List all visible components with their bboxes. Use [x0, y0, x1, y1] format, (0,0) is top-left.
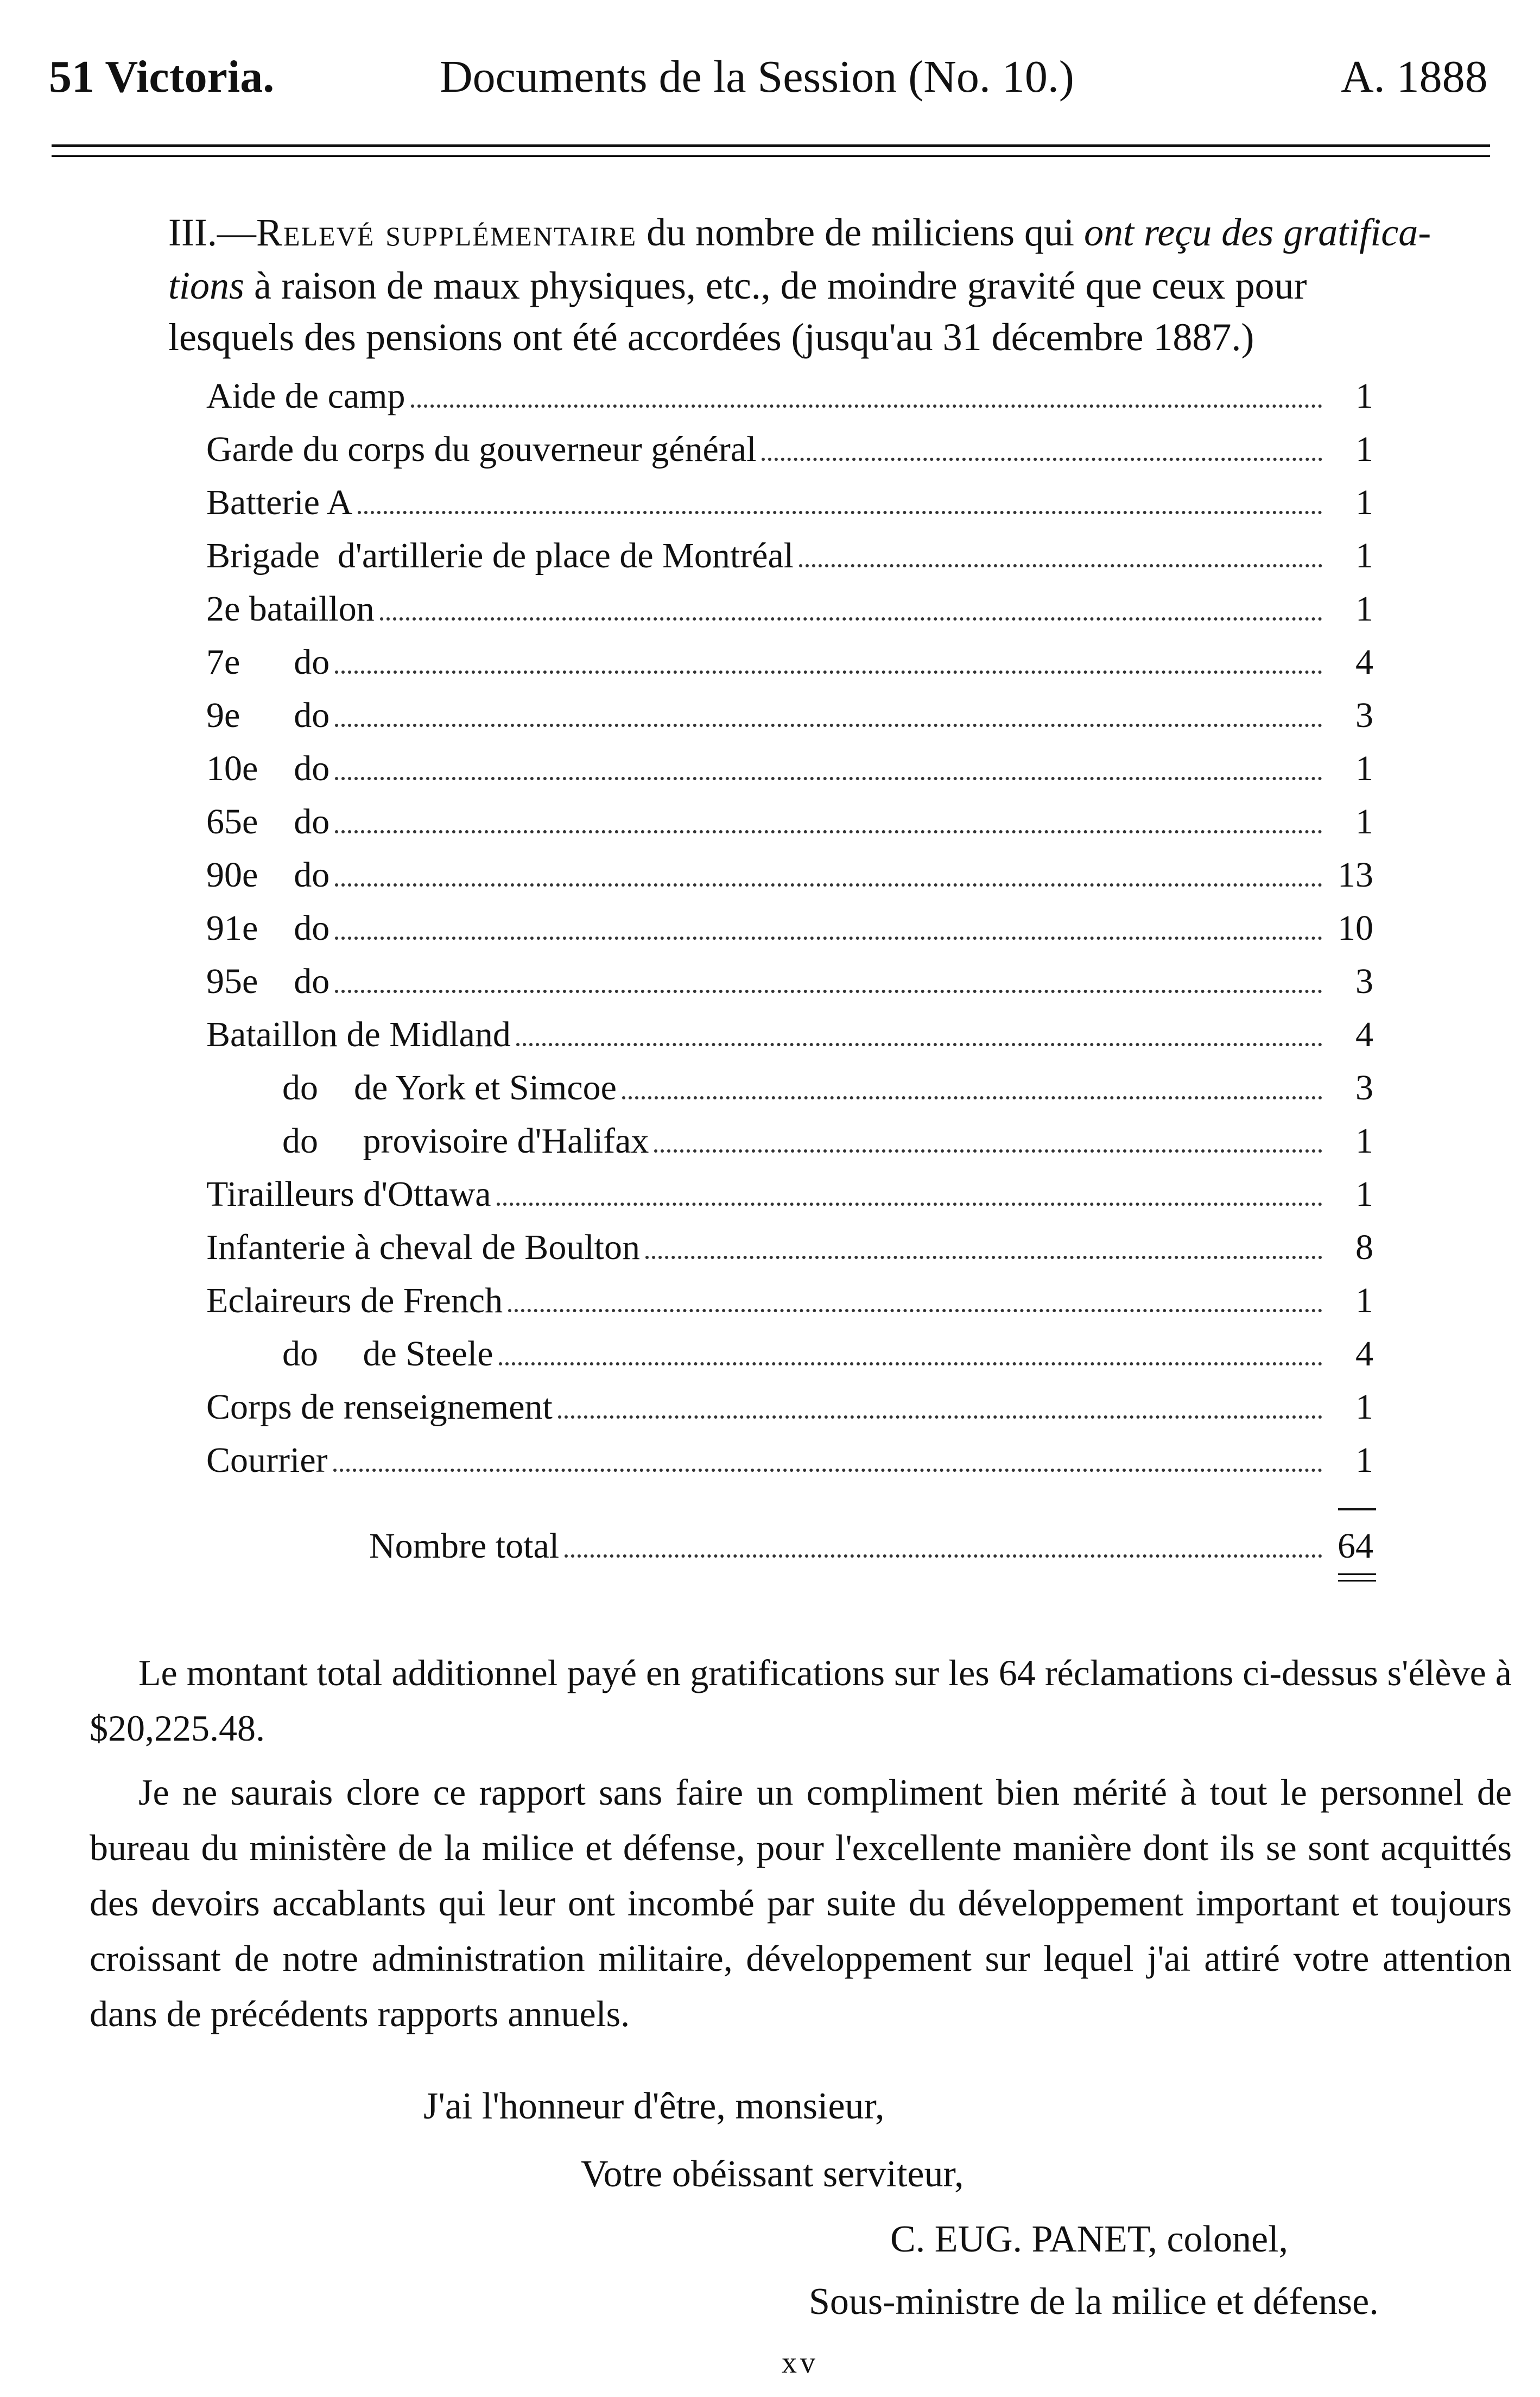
- table-row: [206, 1226, 1373, 1269]
- leader-dots: [335, 777, 1322, 780]
- table-row: [206, 428, 1373, 471]
- row-label: 90e do: [206, 855, 330, 895]
- paragraph-compliment-text: Je ne saurais clore ce rapport sans faire un compliment bien mérité à tout le personnel de bureau du ministère de la milice et défense, pour l'excellente manière dont ils se sont acquittés des devoirs accablants qui leur ont incombé par suite du développement important et toujours croissant de notre administration militaire, développement sur lequel j'ai attiré votre attention dans de précédents rapports annuels.: [90, 1772, 1512, 2034]
- table-row: [206, 1173, 1373, 1216]
- leader-dots: [558, 1415, 1322, 1419]
- total-double-rule: [1338, 1580, 1376, 1582]
- row-label: 2e bataillon: [206, 589, 375, 629]
- intro-line-1: [168, 201, 1482, 264]
- row-count: 1: [1355, 1387, 1373, 1427]
- row-count: 1: [1355, 589, 1373, 629]
- intro-line-2: [168, 263, 1307, 308]
- row-count: 1: [1355, 1440, 1373, 1480]
- row-count: 1: [1355, 749, 1373, 788]
- table-row: [206, 1013, 1373, 1057]
- row-label: Courrier: [206, 1440, 328, 1480]
- header-rule: [52, 144, 1490, 147]
- row-label: Brigade d'artillerie de place de Montréal: [206, 536, 794, 575]
- leader-dots: [411, 404, 1322, 408]
- row-label: Garde du corps du gouverneur général: [206, 429, 757, 469]
- row-label: Corps de renseignement: [206, 1387, 553, 1427]
- row-count: 1: [1355, 1281, 1373, 1320]
- intro-italic-2: tions: [168, 264, 245, 307]
- row-count: 10: [1338, 908, 1373, 948]
- table-row: [206, 907, 1373, 950]
- row-label: Bataillon de Midland: [206, 1015, 511, 1054]
- row-count: 3: [1355, 695, 1373, 735]
- leader-dots: [622, 1096, 1322, 1099]
- leader-dots: [333, 1469, 1322, 1472]
- row-count: 4: [1355, 642, 1373, 682]
- leader-dots: [565, 1554, 1322, 1558]
- row-label: do provisoire d'Halifax: [282, 1121, 649, 1161]
- leader-dots: [654, 1149, 1322, 1153]
- header-regnal-year: 51 Victoria.: [49, 52, 275, 102]
- table-row: [206, 747, 1373, 790]
- leader-dots: [335, 883, 1322, 887]
- sum-rule: [1338, 1508, 1376, 1510]
- leader-dots: [516, 1043, 1322, 1046]
- row-label: 9e do: [206, 695, 330, 735]
- table-row: [206, 1386, 1373, 1429]
- table-row: [206, 481, 1373, 524]
- row-count: 3: [1355, 1068, 1373, 1108]
- leader-dots: [799, 564, 1322, 567]
- leader-dots: [335, 724, 1322, 727]
- table-row: [206, 1066, 1373, 1110]
- row-label: 91e do: [206, 908, 330, 948]
- page-number: xv: [782, 2346, 819, 2380]
- row-count: 1: [1355, 1121, 1373, 1161]
- total-label: Nombre total: [369, 1526, 560, 1566]
- intro-text-2: à raison de maux physiques, etc., de moindre gravité que ceux pour: [244, 264, 1307, 307]
- intro-line-3: lesquels des pensions ont été accordées (jusqu'au 31 décembre 1887.): [168, 315, 1254, 359]
- intro-italic-1: ont reçu des gratifica-: [1084, 211, 1431, 254]
- table-row: [206, 375, 1373, 418]
- leader-dots: [380, 617, 1322, 621]
- row-label: do de York et Simcoe: [282, 1068, 617, 1108]
- row-label: Eclaireurs de French: [206, 1281, 503, 1320]
- table-row: [206, 1332, 1373, 1376]
- intro-heading: Relevé supplémentaire: [256, 211, 637, 254]
- header-session-title: Documents de la Session (No. 10.): [440, 52, 1074, 102]
- leader-dots: [335, 671, 1322, 674]
- table-row: [206, 853, 1373, 897]
- leader-dots: [335, 830, 1322, 833]
- row-label: 10e do: [206, 749, 330, 788]
- table-row: [206, 641, 1373, 684]
- header-year: A. 1888: [1341, 52, 1488, 102]
- row-count: 8: [1355, 1228, 1373, 1267]
- leader-dots: [335, 937, 1322, 940]
- row-count: 1: [1355, 429, 1373, 469]
- row-label: 7e do: [206, 642, 330, 682]
- header-rule-thin: [52, 155, 1490, 157]
- row-label: 95e do: [206, 962, 330, 1001]
- row-count: 1: [1355, 1174, 1373, 1214]
- intro-text-1: du nombre de miliciens qui: [637, 211, 1085, 254]
- row-count: 1: [1355, 376, 1373, 416]
- table-row: [206, 1279, 1373, 1323]
- table-row: [206, 1439, 1373, 1482]
- row-count: 1: [1355, 802, 1373, 842]
- table-row: [206, 960, 1373, 1003]
- signature-name: C. EUG. PANET, colonel,: [890, 2218, 1289, 2260]
- row-count: 1: [1355, 483, 1373, 522]
- table-row: [206, 587, 1373, 631]
- table-row: [206, 534, 1373, 578]
- total-double-rule: [1338, 1573, 1376, 1575]
- row-count: 4: [1355, 1334, 1373, 1374]
- leader-dots: [335, 990, 1322, 993]
- row-count: 13: [1338, 855, 1373, 895]
- paragraph-total-amount-text: Le montant total additionnel payé en gratifications sur les 64 réclamations ci-dessus s'élève à $20,225.48.: [90, 1652, 1512, 1749]
- leader-dots: [499, 1362, 1322, 1365]
- row-label: Tirailleurs d'Ottawa: [206, 1174, 491, 1214]
- leader-dots: [358, 511, 1322, 514]
- leader-dots: [645, 1256, 1322, 1259]
- leader-dots: [762, 458, 1322, 461]
- table-row: [206, 694, 1373, 737]
- signature-title: Sous-ministre de la milice et défense.: [809, 2281, 1379, 2323]
- row-count: 3: [1355, 962, 1373, 1001]
- row-label: Aide de camp: [206, 376, 405, 416]
- table-row: [206, 800, 1373, 844]
- total-count: 64: [1338, 1526, 1373, 1566]
- paragraph-compliment: [90, 1764, 1512, 2041]
- row-label: Batterie A: [206, 483, 353, 522]
- row-label: Infanterie à cheval de Boulton: [206, 1228, 640, 1267]
- closing-servant: Votre obéissant serviteur,: [581, 2153, 964, 2195]
- row-label: do de Steele: [282, 1334, 493, 1374]
- row-count: 4: [1355, 1015, 1373, 1054]
- total-row: [206, 1525, 1373, 1568]
- intro-prefix: III.—: [168, 211, 256, 254]
- row-label: 65e do: [206, 802, 330, 842]
- closing-honour: J'ai l'honneur d'être, monsieur,: [423, 2085, 885, 2127]
- leader-dots: [497, 1203, 1322, 1206]
- row-count: 1: [1355, 536, 1373, 575]
- leader-dots: [508, 1309, 1322, 1312]
- table-row: [206, 1120, 1373, 1163]
- paragraph-total-amount: [90, 1645, 1512, 1756]
